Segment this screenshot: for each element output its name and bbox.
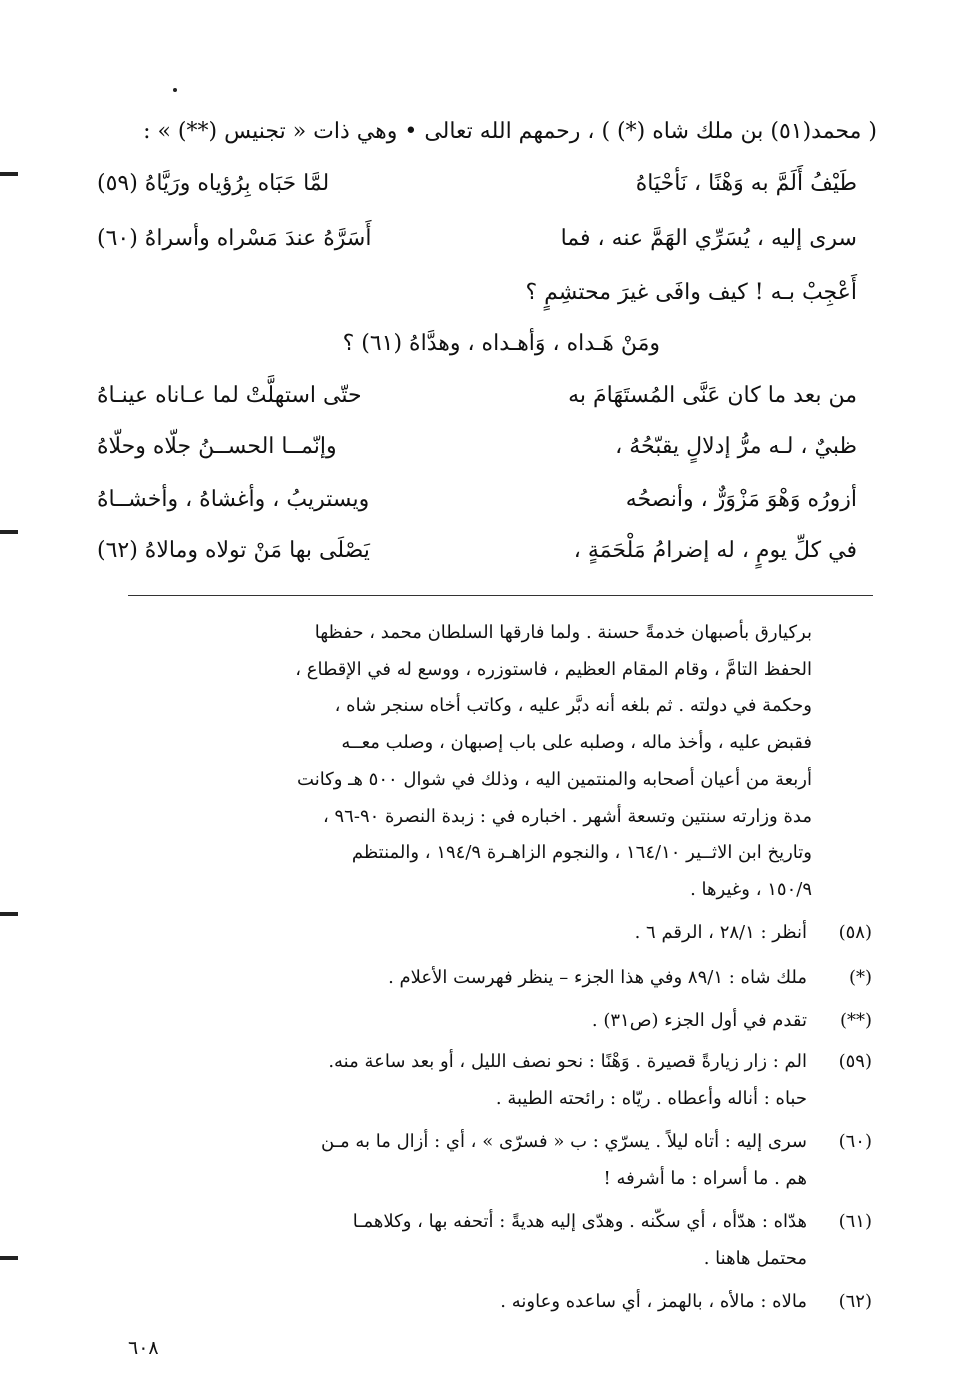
footnote-line: وتاريخ ابن الاثــير ١٦٤/١٠ ، والنجوم الزاهـرة ١٩٤/٩ ، والمنتظم [351,842,812,864]
verse-hemistich-first: أزورُه وَهْوَ مَزْوَرٌّ ، وأنصحُه [625,487,857,512]
verse-hemistich-second: حتّى استهلَّتْ لما عـاناه عينـاهُ [97,383,362,408]
footnote-line: مالاه : مالأه ، بالهمز ، أي ساعده وعاونه . [500,1291,807,1312]
verse-hemistich-first: من بعد ما كان عَنَّى المُستَهَامَ به [568,383,857,408]
verse-hemistich-second: لمَّا حَبَاه بِرُؤياه ورَيَّاهُ (٥٩) [97,171,330,196]
verse-line [100,325,660,371]
footnote-line: فقبض عليه ، وأخذ ماله ، وصلبه على باب إصبهان ، وصلب معــه [341,732,812,754]
verse-line [97,428,857,474]
footnote-line: محتمل هاهنا . [703,1247,807,1269]
verse-line [97,532,857,578]
footnote-number: (٥٨) [838,922,872,943]
footnote-number: (٥٩) [838,1051,872,1072]
intro-line: ( محمد‌‌(٥١) بن ملك شاه (*) ) ، رحمهم الله تعالى • وهي ذات « تجنيس (**) » : [143,119,877,144]
ink-dot [173,88,177,92]
verse-hemistich-first: سرى إليه ، يُسَرِّي الهَمَّ عنه ، فما [560,226,857,251]
scan-edge-mark [0,1256,18,1260]
verse-hemistich-first: أَعْجِبْ بـه ! كيف وافَى غيرَ محتشِمٍ ؟ [525,280,857,305]
verse-hemistich-first: في كلِّ يومٍ ، له إضرامُ مَلْحَمَةٍ ، [573,538,857,563]
scan-edge-mark [0,172,18,176]
footnote-number: (٦٠) [838,1131,872,1152]
verse-hemistich-second: وإنّمــا الحســنُ جلّاه وحلّاهُ [97,434,337,459]
footnote-continuation [122,615,812,909]
verse-hemistich-second: يَصْلَى بها مَنْ تولاه ومالاهُ (٦٢) [97,538,370,563]
footnote-line: الم : زار زيارةً قصيرة . وَهْنًا : نحو نصف الليل ، أو بعد ساعة منه. [328,1051,807,1072]
footnote-number: (٦٢) [838,1291,872,1312]
footnote-line: بركيارق بأصبهان خدمةً حسنة . ولما فارقها السلطان محمد ، حفظها [314,622,812,643]
footnote-line: ١٥٠/٩ ، وغيرها . [690,878,812,900]
verse-line [97,220,857,266]
verse-hemistich-second: ومَنْ هَـداه ، وَأهـداه ، وهدَّاهُ (٦١) ؟ [342,331,660,356]
footnote-line: أربعة من أعيان أصحابه والمنتمين اليه ، وذلك في شوال ٥٠٠ هـ وكانت [297,768,812,790]
verse-hemistich-first: ظبيٌ ، لـه مرُّ إدلالٍ يقبّحُهُ ، [615,434,857,459]
verse-hemistich-first: طَيْفُ أَلَمَّ به وَهْنًا ، نَأحْيَاهُ [635,171,857,196]
footnote-number: (٦١) [838,1211,872,1232]
footnote-divider [128,595,873,596]
footnote-line: هدّاه : هدّأه ، أي سكّنه . وهدّى إليه هديةً : أتحفه بها ، وكلاهمـا [352,1211,807,1232]
footnote-line: أنظر : ٢٨/١ ، الرقم ٦ . [634,922,807,943]
verse-line [97,481,857,527]
footnote-line: سرى إليه : أتاه ليلاً . يسرّي : ب « فسرّى » ، أي : أزال ما به مـن [321,1131,807,1152]
scan-edge-mark [0,530,18,534]
verse-line [97,274,857,320]
footnote-line: وحكمة في دولته . ثم بلغه أنه دبَّر عليه ، وكاتب أخاه سنجر شاه ، [334,695,812,717]
page-number: ٦٠٨ [128,1337,159,1359]
footnote-number: (*) [848,967,872,988]
verse-line [97,165,857,211]
footnote-line: حباه : أناله وأعطاه . ريّاه : رائحته الطيبة . [495,1087,807,1109]
footnote-line: تقدم في أول الجزء (ص٣١) . [591,1010,807,1031]
footnote-line: ملك شاه : ٨٩/١ وفي هذا الجزء – ينظر فهرست الأعلام . [388,967,807,988]
verse-hemistich-second: ويستريبُ ، وأغشاهُ ، وأخشــاهُ [97,487,370,512]
footnote-line: هم . ما أسراه : ما أشرفه ! [603,1167,807,1189]
footnote-line: الحفظ التامَّ ، وقام المقام العظيم ، فاستوزره ، ووسع له في الإقطاع ، [295,658,812,680]
verse-hemistich-second: أَسَرَّهُ عندَ مَسْراه وأسراهُ (٦٠) [97,226,372,251]
footnote-line: مدة وزارته سنتين وتسعة أشهر . اخباره في : زبدة النصرة ٩٠-٩٦ ، [322,805,812,827]
footnote-number: (**) [839,1010,872,1031]
scan-edge-mark [0,912,18,916]
verse-line [97,377,857,423]
